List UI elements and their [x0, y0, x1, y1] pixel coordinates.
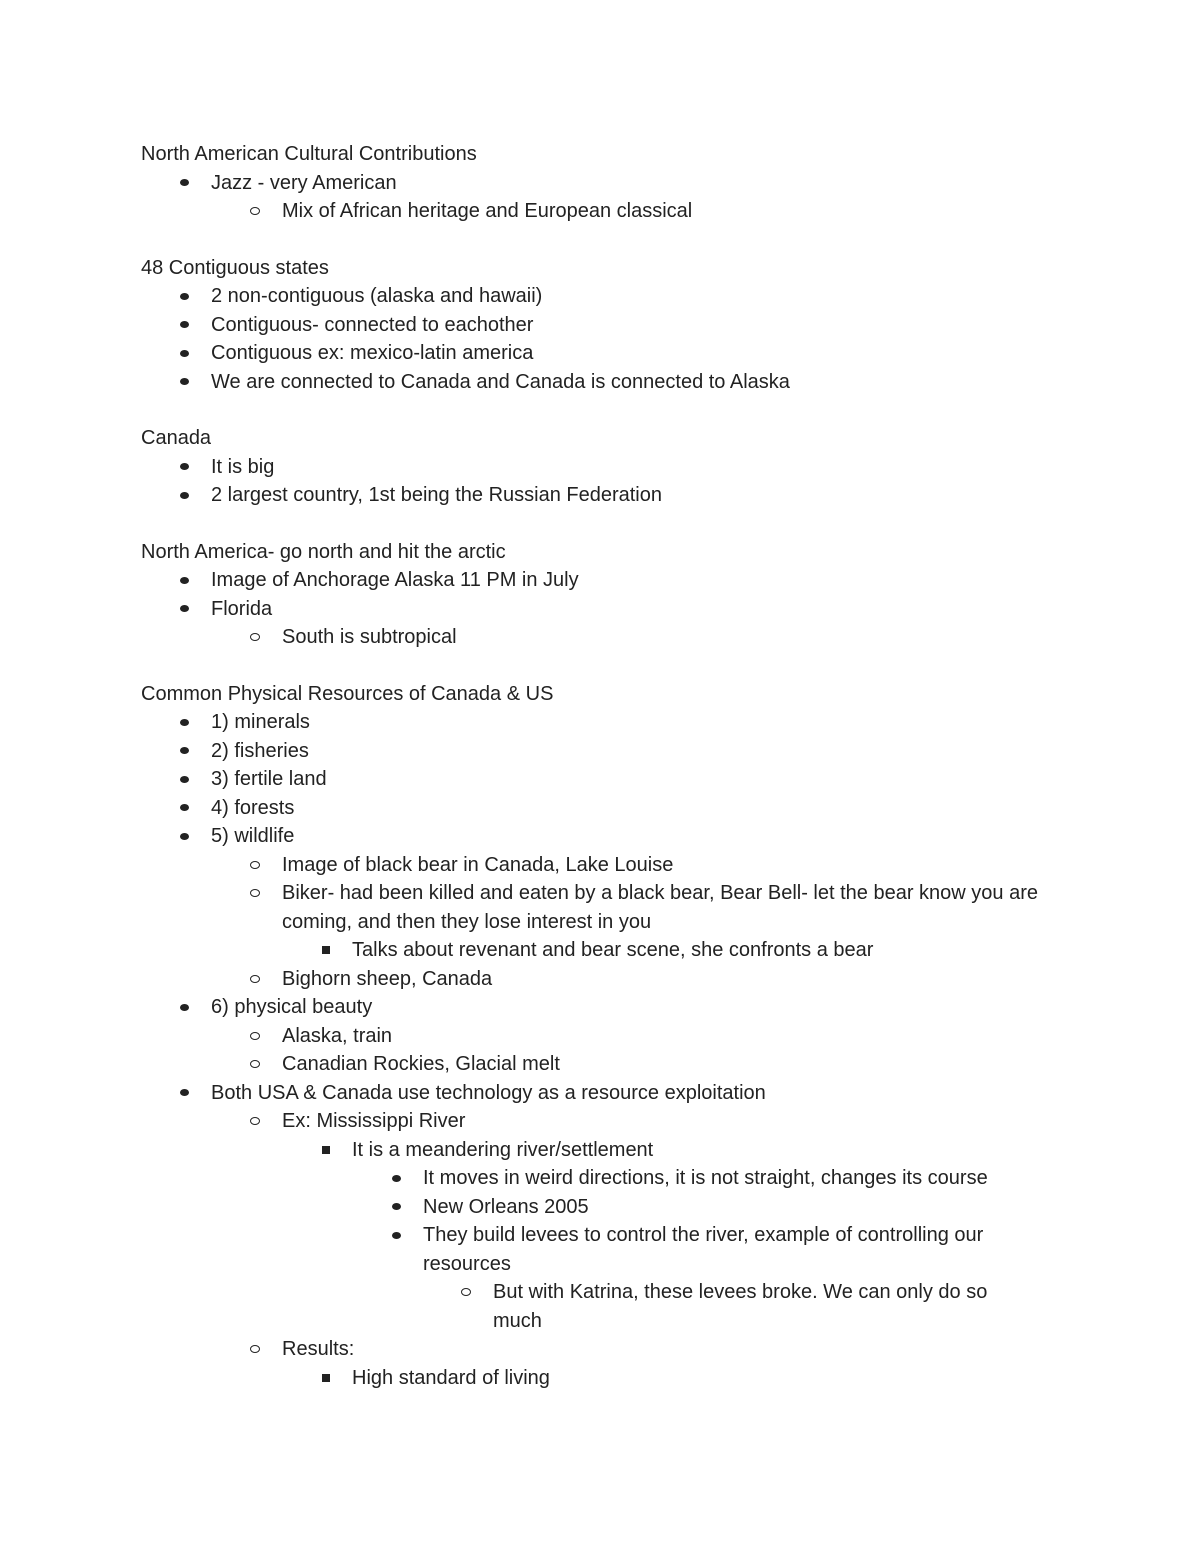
- section-heading: Canada: [141, 427, 212, 449]
- list-item: 5) wildlife: [141, 822, 1041, 851]
- list-item: 2) fisheries: [141, 737, 1041, 766]
- list-item: South is subtropical: [141, 623, 1041, 652]
- disc-bullet-icon: [177, 1079, 191, 1108]
- list-item: It is big: [141, 453, 1041, 482]
- section-physical-resources: [141, 680, 1041, 1393]
- disc-bullet-icon: [177, 737, 191, 766]
- disc-bullet-icon: [389, 1164, 403, 1193]
- circle-bullet-icon: [248, 879, 262, 908]
- disc-bullet-icon: [177, 794, 191, 823]
- disc-bullet-icon: [389, 1193, 403, 1222]
- list-item: Mix of African heritage and European classical: [141, 197, 1041, 226]
- list-item: Alaska, train: [141, 1022, 1041, 1051]
- disc-bullet-icon: [177, 822, 191, 851]
- bullet-list: [141, 453, 1041, 510]
- list-item: 2 non-contiguous (alaska and hawaii): [141, 282, 1041, 311]
- list-item: Contiguous ex: mexico-latin america: [141, 339, 1041, 368]
- disc-bullet-icon: [389, 1221, 403, 1250]
- list-item: Image of black bear in Canada, Lake Louise: [141, 851, 1041, 880]
- disc-bullet-icon: [177, 311, 191, 340]
- list-item: Image of Anchorage Alaska 11 PM in July: [141, 566, 1041, 595]
- list-item: Talks about revenant and bear scene, she confronts a bear: [141, 936, 1041, 965]
- list-item: Bighorn sheep, Canada: [141, 965, 1041, 994]
- list-item: 1) minerals: [141, 708, 1041, 737]
- disc-bullet-icon: [177, 368, 191, 397]
- section-heading: North American Cultural Contributions: [141, 143, 477, 165]
- section-heading: Common Physical Resources of Canada & US: [141, 682, 554, 705]
- list-item: But with Katrina, these levees broke. We can only do so much: [141, 1278, 1041, 1335]
- circle-bullet-icon: [248, 1022, 262, 1051]
- circle-bullet-icon: [248, 965, 262, 994]
- disc-bullet-icon: [177, 765, 191, 794]
- circle-bullet-icon: [248, 1335, 262, 1364]
- square-bullet-icon: [319, 1136, 333, 1165]
- list-item: Contiguous- connected to eachother: [141, 311, 1041, 340]
- list-item: Canadian Rockies, Glacial melt: [141, 1050, 1041, 1079]
- disc-bullet-icon: [177, 339, 191, 368]
- disc-bullet-icon: [177, 708, 191, 737]
- section-cultural-contributions: [141, 140, 1041, 226]
- section-heading: 48 Contiguous states: [141, 256, 329, 279]
- list-item: 2 largest country, 1st being the Russian Federation: [141, 481, 1041, 510]
- section-contiguous-states: [141, 254, 1041, 397]
- disc-bullet-icon: [177, 481, 191, 510]
- section-heading: North America- go north and hit the arctic: [141, 540, 506, 563]
- list-item: It moves in weird directions, it is not straight, changes its course: [141, 1164, 1041, 1193]
- list-item: Results:: [141, 1335, 1041, 1364]
- square-bullet-icon: [319, 936, 333, 965]
- bullet-list: [141, 282, 1041, 396]
- list-item: Both USA & Canada use technology as a resource exploitation: [141, 1079, 1041, 1108]
- section-canada: [141, 424, 1041, 510]
- list-item: We are connected to Canada and Canada is connected to Alaska: [141, 368, 1041, 397]
- circle-bullet-icon: [459, 1278, 473, 1307]
- document-page: [141, 140, 1041, 1420]
- list-item: 6) physical beauty: [141, 993, 1041, 1022]
- circle-bullet-icon: [248, 197, 262, 226]
- disc-bullet-icon: [177, 993, 191, 1022]
- disc-bullet-icon: [177, 595, 191, 624]
- disc-bullet-icon: [177, 453, 191, 482]
- bullet-list: [141, 169, 1041, 226]
- circle-bullet-icon: [248, 1107, 262, 1136]
- disc-bullet-icon: [177, 566, 191, 595]
- section-north-america-arctic: [141, 538, 1041, 652]
- circle-bullet-icon: [248, 1050, 262, 1079]
- disc-bullet-icon: [177, 282, 191, 311]
- circle-bullet-icon: [248, 623, 262, 652]
- list-item: Florida: [141, 595, 1041, 624]
- list-item: Biker- had been killed and eaten by a black bear, Bear Bell- let the bear know you are coming, and then they lose interest in you: [141, 879, 1041, 936]
- disc-bullet-icon: [177, 169, 191, 198]
- list-item: Jazz - very American: [141, 169, 1041, 198]
- bullet-list: [141, 566, 1041, 652]
- bullet-list: [141, 708, 1041, 1392]
- circle-bullet-icon: [248, 851, 262, 880]
- list-item: 3) fertile land: [141, 765, 1041, 794]
- list-item: They build levees to control the river, example of controlling our resources: [141, 1221, 1041, 1278]
- list-item: It is a meandering river/settlement: [141, 1136, 1041, 1165]
- square-bullet-icon: [319, 1364, 333, 1393]
- list-item: 4) forests: [141, 794, 1041, 823]
- list-item: High standard of living: [141, 1364, 1041, 1393]
- list-item: New Orleans 2005: [141, 1193, 1041, 1222]
- list-item: Ex: Mississippi River: [141, 1107, 1041, 1136]
